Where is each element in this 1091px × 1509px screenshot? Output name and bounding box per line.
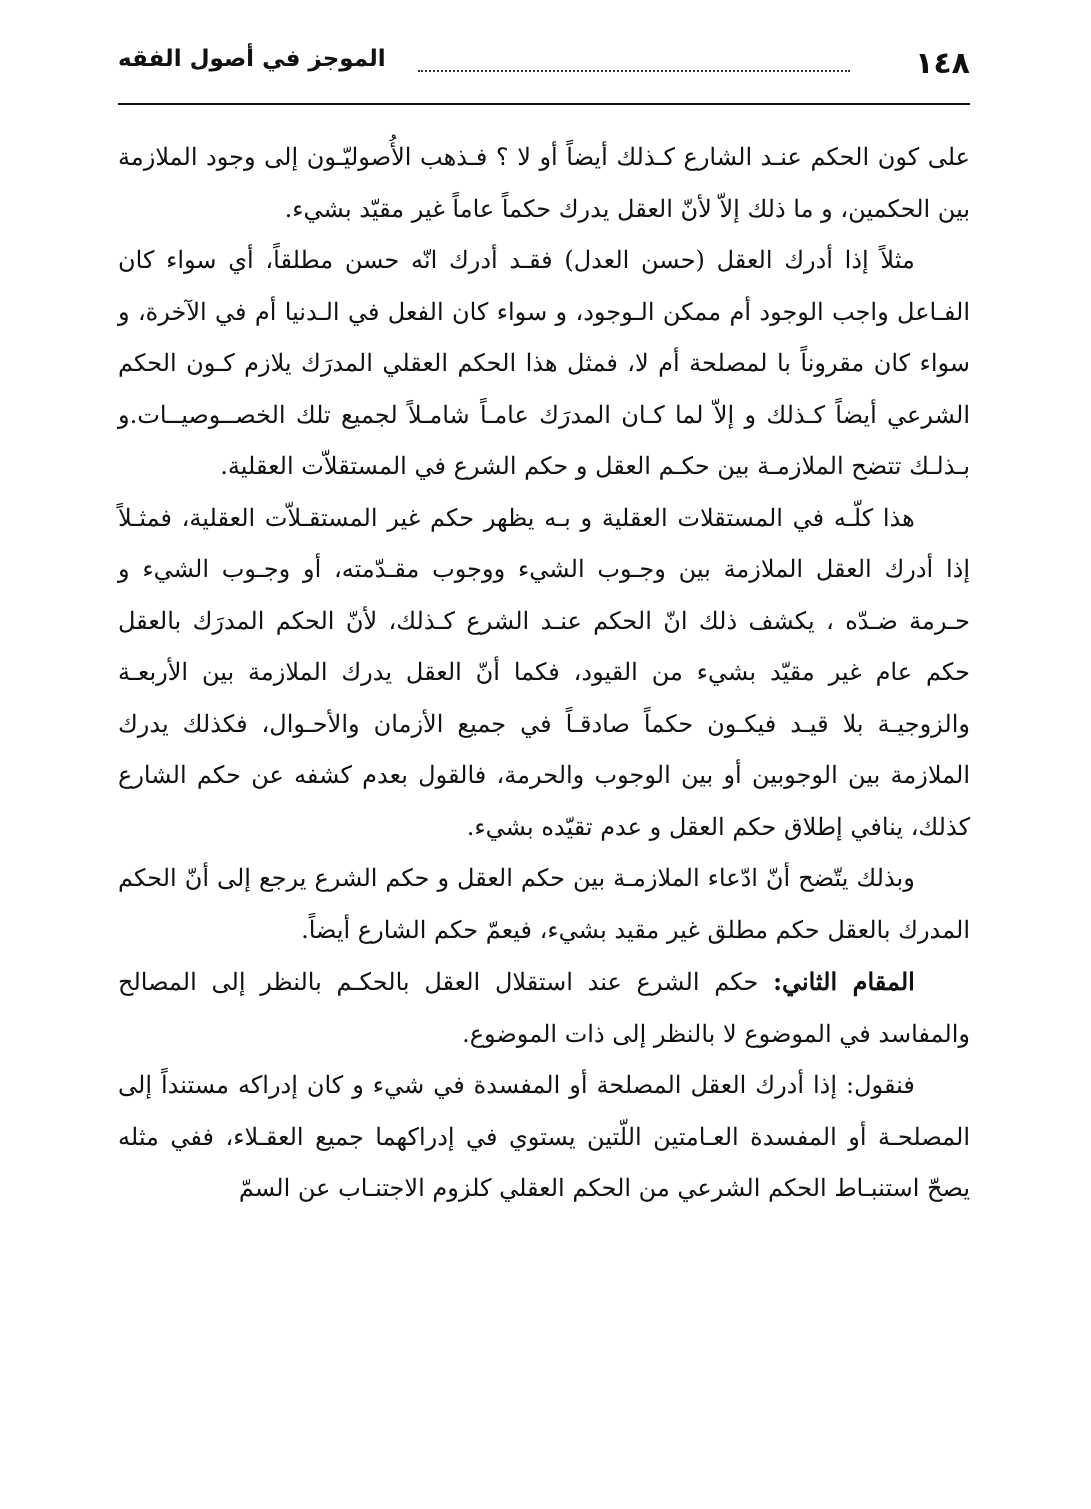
paragraph: على كون الحكم عنـد الشارع كـذلك أيضاً أو لا ؟ فـذهب الأُصوليّـون إلى وجود الملازمة بين الحكمين، و ما ذلك إلاّ لأنّ العقل يدرك حكماً عاماً غير مقيّد بشيء. (118, 143, 971, 223)
section-heading: المقام الثاني: (773, 967, 915, 996)
paragraph: فنقول: إذا أدرك العقل المصلحة أو المفسدة في شيء و كان إدراكه مستنداً إلى المصلحـة أو المفسدة العـامتين اللّتين يستوي في إدراكهما جميع العقـلاء، ففي مثله يصحّ استنبـاط الحكم الشرعي من الحكم العقلي كلزوم الاجتنـاب عن السمّ (118, 1071, 970, 1202)
paragraph: وبذلك يتّضح أنّ ادّعاء الملازمـة بين حكم العقل و حكم الشرع يرجع إلى أنّ الحكم المدرك بالعقل حكم مطلق غير مقيد بشيء، فيعمّ حكم الشارع أيضاً. (118, 864, 970, 944)
running-header (118, 40, 970, 100)
header-divider (118, 103, 970, 105)
paragraph: هذا كلّـه في المستقلات العقلية و بـه يظهر حكم غير المستقـلاّت العقلية، فمثـلاً إذا أدرك العقل الملازمة بين وجـوب الشيء ووجوب مقـدّمته، أو وجـوب الشيء و حـرمة ضـدّه ، يكشف ذلك انّ الحكم عنـد الشرع كـذلك، لأنّ الحكم المدرَك بالعقل حكم عام غير مقيّد بشيء من القيود، فكما أنّ العقل يدرك الملازمة بين الأربعـة والزوجيـة بلا قيـد فيكـون حكماً صادقـاً في جميع الأزمان والأحـوال، فكذلك يدرك الملازمة بين الوجوبين أو بين الوجوب والحرمة، فالقول بعدم كشفه عن حكم الشارع كذلك، ينافي إطلاق حكم العقل و عدم تقيّده بشيء. (118, 503, 970, 841)
paragraph: مثلاً إذا أدرك العقل (حسن العدل) فقـد أدرك انّه حسن مطلقاً، أي سواء كان الفـاعل واجب الوجود أم ممكن الـوجود، و سواء كان الفعل في الـدنيا أم في الآخرة، و سواء كان مقروناً با لمصلحة أم لا، فمثل هذا الحكم العقلي المدرَك يلازم كـون الحكم الشرعي أيضاً كـذلك و إلاّ لما كـان المدرَك عامـاً شامـلاً لجميع تلك الخصــوصيــات.و بـذلـك تتضح الملازمـة بين حكـم العقل و حكم الشرع في المستقلاّت العقلية. (118, 246, 970, 480)
book-title: الموجز في أصول الفقه (118, 46, 386, 72)
page-number: ١٤٨ (915, 46, 970, 81)
header-dot-leader (418, 70, 850, 72)
section-paragraph (118, 956, 970, 1060)
body-text (118, 132, 970, 1215)
section-heading-text: حكم الشرع عند استقلال العقل بالحكـم بالنظر إلى المصالح والمفاسد في الموضوع لا بالنظر إلى ذات الموضوع. (118, 968, 970, 1048)
